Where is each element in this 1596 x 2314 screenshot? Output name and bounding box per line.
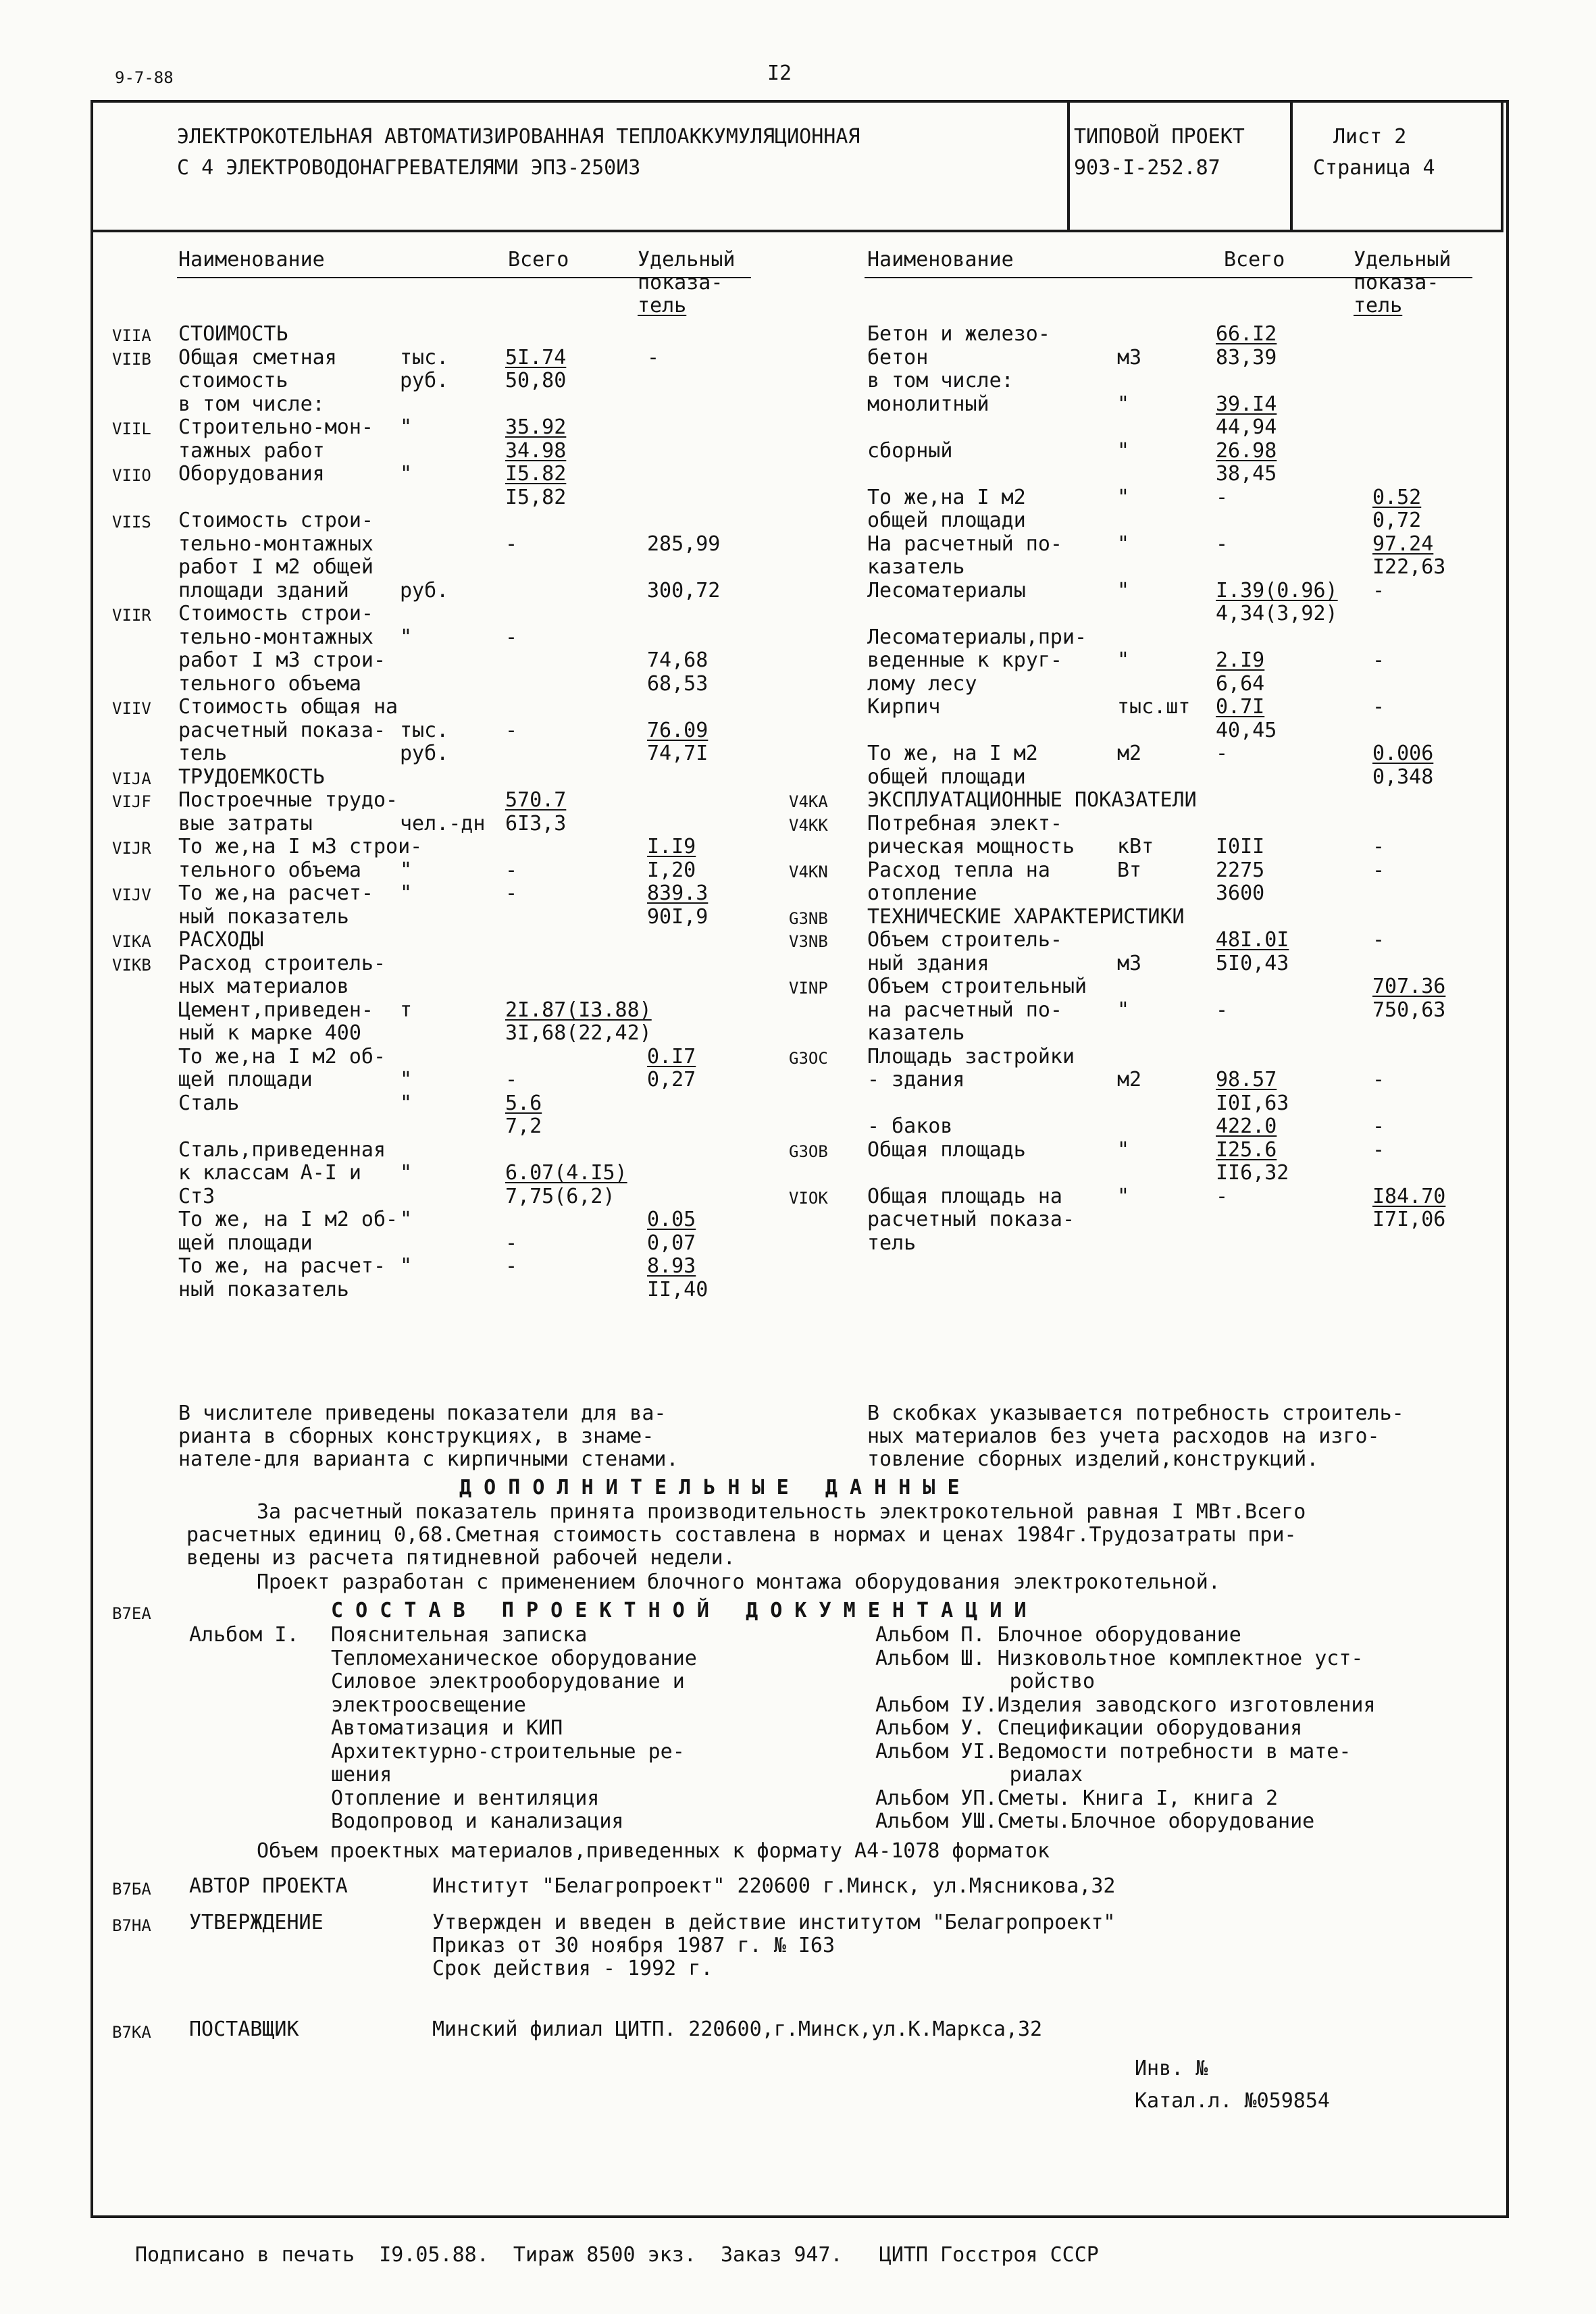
row-total: 2.I9 <box>1216 648 1265 672</box>
left-header-total: Всего <box>508 248 569 272</box>
row-name: казатель <box>867 1021 965 1045</box>
list-item: Альбом УП.Сметы. Книга I, книга 2 <box>875 1786 1279 1810</box>
row-name: в том числе: <box>867 369 1014 392</box>
row-total: 34.98 <box>505 438 567 463</box>
row-code: VIIB <box>112 349 151 369</box>
row-code: G3OC <box>789 1048 828 1068</box>
row-specific: II,40 <box>647 1277 709 1302</box>
row-name: Лесоматериалы <box>867 578 1026 602</box>
row-code: VIIO <box>112 466 151 485</box>
row-specific: - <box>1372 928 1385 952</box>
row-unit: м2 <box>1117 742 1142 765</box>
list-item: Альбом УI.Ведомости потребности в мате- <box>875 1739 1352 1764</box>
row-total: I5,82 <box>505 485 567 509</box>
inventory-number: Инв. № <box>1135 2057 1208 2080</box>
note-left-1: В числителе приведены показатели для ва- <box>178 1402 667 1425</box>
row-name: рическая мощность <box>867 835 1075 858</box>
row-code: VIJF <box>112 792 151 811</box>
row-name: То же, на I м2 об- <box>178 1208 398 1231</box>
approval-code: B7HA <box>112 1916 151 1935</box>
note-right-1: В скобках указывается потребность строитель- <box>867 1402 1404 1425</box>
row-total: - <box>505 532 518 556</box>
note-right-2: ных материалов без учета расходов на изго- <box>867 1424 1380 1448</box>
left-header-specific-3: тель <box>638 294 687 317</box>
row-total: 3I,68(22,42) <box>505 1021 652 1045</box>
row-total: I25.6 <box>1216 1137 1277 1162</box>
row-name: Бетон и железо- <box>867 322 1050 346</box>
row-unit: " <box>400 415 413 439</box>
list-item: Отопление и вентиляция <box>331 1786 600 1810</box>
row-name: То же, на расчет- <box>178 1254 386 1278</box>
row-specific: 707.36 <box>1372 975 1446 998</box>
list-item: Альбом П. Блочное оборудование <box>875 1623 1241 1647</box>
catalog-number: Катал.л. №059854 <box>1135 2089 1330 2113</box>
row-name: Общая площадь <box>867 1137 1026 1162</box>
row-name: Расход строитель- <box>178 951 386 975</box>
row-total: - <box>505 625 518 649</box>
row-total: 7,75(6,2) <box>505 1184 615 1208</box>
row-total: 83,39 <box>1216 345 1277 369</box>
row-name: ный здания <box>867 951 989 975</box>
row-code: G3OB <box>789 1141 828 1161</box>
right-header-name: Наименование <box>867 248 1014 272</box>
row-specific: 750,63 <box>1372 998 1446 1022</box>
row-unit: тыс.шт <box>1117 695 1191 719</box>
list-item: Архитектурно-строительные ре- <box>331 1739 685 1764</box>
row-unit: " <box>400 1068 413 1091</box>
row-code: VIIS <box>112 513 151 532</box>
row-name: Сталь <box>178 1091 240 1115</box>
row-name: тель <box>867 1231 917 1255</box>
row-name: Оборудования <box>178 462 325 486</box>
row-total: 4,34(3,92) <box>1216 602 1338 625</box>
left-header-name: Наименование <box>178 248 325 272</box>
row-name: Общая площадь на <box>867 1184 1062 1208</box>
row-total: 0.7I <box>1216 695 1265 719</box>
list-item: Альбом УШ.Сметы.Блочное оборудование <box>875 1809 1315 1833</box>
row-specific: 0,27 <box>647 1068 696 1091</box>
row-total: 98.57 <box>1216 1068 1277 1091</box>
row-name: Цемент,приведен- <box>178 998 374 1022</box>
row-total: 6.07(4.I5) <box>505 1161 627 1185</box>
composition-code: B7EA <box>112 1604 151 1623</box>
row-unit: " <box>1117 998 1130 1022</box>
row-name: - баков <box>867 1114 953 1138</box>
row-specific: 0,07 <box>647 1231 696 1255</box>
project-number: 903-I-252.87 <box>1074 156 1220 180</box>
page-number: I2 <box>767 61 792 85</box>
row-name: Объем строитель- <box>867 928 1062 952</box>
row-unit: " <box>400 881 413 905</box>
list-item: риалах <box>875 1763 1083 1786</box>
row-name: То же,на расчет- <box>178 881 374 905</box>
row-name: монолитный <box>867 392 989 416</box>
author-code: B7БA <box>112 1880 151 1899</box>
row-name: площади зданий <box>178 578 349 602</box>
left-header-specific-2: показа- <box>638 271 723 294</box>
row-total: 66.I2 <box>1216 322 1277 346</box>
row-name: тельного объема <box>178 671 361 696</box>
row-name: Лесоматериалы,при- <box>867 625 1087 649</box>
row-total: 5.6 <box>505 1091 542 1115</box>
row-unit: " <box>1117 532 1130 556</box>
row-total: 3600 <box>1216 881 1265 905</box>
row-specific: I.I9 <box>647 835 696 858</box>
right-header-specific-3: тель <box>1354 294 1403 317</box>
row-specific: 0.52 <box>1372 485 1422 509</box>
row-name: щей площади <box>178 1068 313 1091</box>
row-name: ных материалов <box>178 975 349 998</box>
row-unit: руб. <box>400 578 449 602</box>
row-name: казатель <box>867 555 965 579</box>
row-unit: " <box>1117 485 1130 509</box>
row-total: 48I.0I <box>1216 928 1289 952</box>
additional-line-3: ведены из расчета пятидневной рабочей недели. <box>186 1546 736 1570</box>
row-name: бетон <box>867 345 929 369</box>
row-unit: " <box>400 625 413 649</box>
row-name: То же, на I м2 <box>867 742 1038 765</box>
supplier-code: B7KA <box>112 2023 151 2042</box>
row-name: Расход тепла на <box>867 858 1050 882</box>
row-name: Кирпич <box>867 695 941 719</box>
row-unit: чел.-дн <box>400 811 486 835</box>
approval-line-2: Приказ от 30 ноября 1987 г. № I63 <box>432 1934 835 1957</box>
row-name: Площадь застройки <box>867 1044 1075 1069</box>
row-name: к классам А-I и <box>178 1161 361 1185</box>
row-total: II6,32 <box>1216 1161 1289 1185</box>
list-item: электроосвещение <box>331 1693 526 1717</box>
row-specific: 0.05 <box>647 1208 696 1231</box>
row-specific: 8.93 <box>647 1254 696 1278</box>
row-name: на расчетный по- <box>867 998 1062 1022</box>
row-unit: " <box>400 1161 413 1185</box>
row-total: 5I.74 <box>505 345 567 369</box>
row-specific: - <box>1372 648 1385 672</box>
row-total: I5.82 <box>505 462 567 486</box>
additional-line-1: За расчетный показатель принята производительность электрокотельной равная I МВт.Всего <box>257 1500 1306 1524</box>
row-name: Ст3 <box>178 1184 215 1208</box>
row-name: стоимость <box>178 369 288 392</box>
row-total: 422.0 <box>1216 1114 1277 1138</box>
title-divider-1 <box>1067 100 1070 232</box>
row-total: 44,94 <box>1216 415 1277 439</box>
row-name: общей площади <box>867 765 1026 789</box>
row-unit: руб. <box>400 742 449 765</box>
row-specific: I84.70 <box>1372 1184 1446 1208</box>
list-item: Силовое электрооборудование и <box>331 1670 685 1693</box>
row-name: Сталь,приведенная <box>178 1137 386 1162</box>
row-name: Стоимость строи- <box>178 509 374 532</box>
row-specific: 74,7I <box>647 742 709 765</box>
note-left-3: нателе-для варианта с кирпичными стенами. <box>178 1447 679 1471</box>
row-total: 6,64 <box>1216 671 1265 696</box>
row-name: ный показатель <box>178 904 349 929</box>
list-item: Автоматизация и КИП <box>331 1716 563 1740</box>
row-unit: тыс. <box>400 345 449 369</box>
row-unit: " <box>400 462 413 486</box>
row-name: То же,на I м2 об- <box>178 1044 386 1069</box>
row-name: ЭКСПЛУАТАЦИОННЫЕ ПОКАЗАТЕЛИ <box>867 788 1197 812</box>
row-total: 7,2 <box>505 1114 542 1138</box>
row-specific: - <box>1372 578 1385 602</box>
row-code: VIJR <box>112 839 151 858</box>
row-specific: - <box>1372 1114 1385 1138</box>
document-code: 9-7-88 <box>115 68 174 87</box>
row-specific: 300,72 <box>647 578 721 602</box>
row-unit: " <box>1117 578 1130 602</box>
row-unit: " <box>400 1254 413 1278</box>
row-name: в том числе: <box>178 392 325 416</box>
row-name: РАСХОДЫ <box>178 928 264 952</box>
row-specific: - <box>1372 1137 1385 1162</box>
row-name: лому лесу <box>867 671 977 696</box>
row-name: То же,на I м2 <box>867 485 1026 509</box>
row-unit: м3 <box>1117 951 1142 975</box>
row-name: тельного объема <box>178 858 361 882</box>
additional-line-4: Проект разработан с применением блочного монтажа оборудования электрокотельной. <box>257 1570 1220 1594</box>
row-unit: кВт <box>1117 835 1154 858</box>
row-total: - <box>1216 998 1229 1022</box>
row-name: СТОИМОСТЬ <box>178 322 288 346</box>
list-item: Альбом IУ.Изделия заводского изготовления <box>875 1693 1376 1717</box>
row-unit: м2 <box>1117 1068 1142 1091</box>
row-name: вые затраты <box>178 811 313 835</box>
row-total: I0I,63 <box>1216 1091 1289 1115</box>
author-label: АВТОР ПРОЕКТА <box>189 1874 348 1898</box>
row-unit: т <box>400 998 413 1022</box>
row-specific: 0,348 <box>1372 765 1434 789</box>
row-unit: " <box>1117 438 1130 463</box>
row-code: V4KA <box>789 792 828 811</box>
row-name: сборный <box>867 438 953 463</box>
row-unit: " <box>1117 648 1130 672</box>
row-total: 38,45 <box>1216 462 1277 486</box>
row-total: - <box>1216 742 1229 765</box>
row-total: 2275 <box>1216 858 1265 882</box>
row-name: расчетный показа- <box>867 1208 1075 1231</box>
row-total: I0II <box>1216 835 1265 858</box>
row-specific: 839.3 <box>647 881 709 905</box>
row-code: VIJV <box>112 885 151 904</box>
right-header-specific-2: показа- <box>1354 271 1439 294</box>
list-item: шения <box>331 1763 392 1786</box>
row-total: - <box>505 858 518 882</box>
row-total: - <box>1216 485 1229 509</box>
list-item: ройство <box>875 1670 1096 1693</box>
row-code: VIJA <box>112 769 151 788</box>
row-name: Построечные трудо- <box>178 788 398 812</box>
approval-line-1: Утвержден и введен в действие институтом "Белагропроект" <box>432 1911 1116 1934</box>
project-label: ТИПОВОЙ ПРОЕКТ <box>1074 125 1245 149</box>
supplier-value: Минский филиал ЦИТП. 220600,г.Минск,ул.К.Маркса,32 <box>432 2017 1043 2041</box>
row-specific: 0,72 <box>1372 509 1422 532</box>
row-name: тельно-монтажных <box>178 532 374 556</box>
row-name: Стоимость общая на <box>178 695 398 719</box>
row-name: Объем строительный <box>867 975 1087 998</box>
additional-line-2: расчетных единиц 0,68.Сметная стоимость составлена в нормах и ценах 1984г.Трудозатраты при- <box>186 1523 1297 1547</box>
row-specific: I,20 <box>647 858 696 882</box>
row-total: 5I0,43 <box>1216 951 1289 975</box>
row-name: тель <box>178 742 228 765</box>
row-name: тельно-монтажных <box>178 625 374 649</box>
row-name: общей площади <box>867 509 1026 532</box>
row-total: - <box>505 1068 518 1091</box>
row-total: - <box>505 1254 518 1278</box>
row-unit: " <box>1117 1184 1130 1208</box>
row-specific: - <box>1372 835 1385 858</box>
row-specific: - <box>647 345 660 369</box>
supplier-label: ПОСТАВЩИК <box>189 2017 299 2041</box>
composition-volume: Объем проектных материалов,приведенных к формату А4-1078 форматок <box>257 1839 1050 1863</box>
row-total: 2I.87(I3.88) <box>505 998 652 1022</box>
list-item: Водопровод и канализация <box>331 1809 624 1833</box>
row-code: VIOK <box>789 1188 828 1208</box>
row-specific: 0.I7 <box>647 1044 696 1069</box>
row-code: V3NB <box>789 932 828 951</box>
row-specific: - <box>1372 695 1385 719</box>
list-item: Пояснительная записка <box>331 1623 588 1647</box>
row-specific: - <box>1372 1068 1385 1091</box>
row-total: 40,45 <box>1216 718 1277 742</box>
row-unit: тыс. <box>400 718 449 742</box>
list-item: Тепломеханическое оборудование <box>331 1646 697 1670</box>
row-code: VIKB <box>112 955 151 975</box>
row-name: То же,на I м3 строи- <box>178 835 423 858</box>
row-total: - <box>1216 532 1229 556</box>
left-header-specific-1: Удельный <box>638 248 736 272</box>
row-name: тажных работ <box>178 438 325 463</box>
row-specific: 74,68 <box>647 648 709 672</box>
row-specific: - <box>1372 858 1385 882</box>
row-specific: I22,63 <box>1372 555 1446 579</box>
row-total: - <box>1216 1184 1229 1208</box>
title-divider-2 <box>1290 100 1293 232</box>
page-label: Страница 4 <box>1313 156 1435 180</box>
row-total: - <box>505 718 518 742</box>
note-left-2: рианта в сборных конструкциях, в знаме- <box>178 1424 654 1448</box>
row-name: ный показатель <box>178 1277 349 1302</box>
right-header-specific-1: Удельный <box>1354 248 1451 272</box>
row-name: На расчетный по- <box>867 532 1062 556</box>
additional-heading: Д О П О Л Н И Т Е Л Ь Н Ы Е Д А Н Н Ы Е <box>459 1476 960 1499</box>
row-specific: 90I,9 <box>647 904 709 929</box>
approval-label: УТВЕРЖДЕНИЕ <box>189 1911 324 1934</box>
row-unit: " <box>400 858 413 882</box>
print-footer: Подписано в печать I9.05.88. Тираж 8500 экз. Заказ 947. ЦИТП Госстроя СССР <box>135 2243 1099 2267</box>
row-specific: 0.006 <box>1372 742 1434 765</box>
row-total: - <box>505 881 518 905</box>
row-unit: руб. <box>400 369 449 392</box>
row-specific: 97.24 <box>1372 532 1434 556</box>
row-code: VIIR <box>112 606 151 625</box>
row-name: Потребная элект- <box>867 811 1062 835</box>
row-total: 39.I4 <box>1216 392 1277 416</box>
row-name: работ I м2 общей <box>178 555 374 579</box>
row-code: VIIL <box>112 419 151 438</box>
row-unit: Вт <box>1117 858 1142 882</box>
album-1-label: Альбом I. <box>189 1623 299 1647</box>
row-total: 26.98 <box>1216 438 1277 463</box>
row-code: VINP <box>789 979 828 998</box>
row-name: отопление <box>867 881 977 905</box>
approval-line-3: Срок действия - 1992 г. <box>432 1957 713 1980</box>
author-value: Институт "Белагропроект" 220600 г.Минск, ул.Мясникова,32 <box>432 1874 1116 1898</box>
row-total: I.39(0.96) <box>1216 578 1338 602</box>
row-name: Общая сметная <box>178 345 337 369</box>
row-specific: 285,99 <box>647 532 721 556</box>
list-item: Альбом У. Спецификации оборудования <box>875 1716 1303 1740</box>
row-name: - здания <box>867 1068 965 1091</box>
row-code: G3NB <box>789 908 828 928</box>
row-name: работ I м3 строи- <box>178 648 386 672</box>
row-specific: I7I,06 <box>1372 1208 1446 1231</box>
note-right-3: товление сборных изделий,конструкций. <box>867 1447 1319 1471</box>
row-name: Стоимость строи- <box>178 602 374 625</box>
row-unit: " <box>400 1091 413 1115</box>
row-code: VIIV <box>112 699 151 718</box>
row-name: Строительно-мон- <box>178 415 374 439</box>
row-name: ный к марке 400 <box>178 1021 361 1045</box>
row-total: 570.7 <box>505 788 567 812</box>
row-name: расчетный показа- <box>178 718 386 742</box>
row-total: - <box>505 1231 518 1255</box>
row-code: VIIA <box>112 326 151 345</box>
row-code: V4KK <box>789 815 828 835</box>
row-name: щей площади <box>178 1231 313 1255</box>
row-name: ТРУДОЕМКОСТЬ <box>178 765 325 789</box>
row-unit: м3 <box>1117 345 1142 369</box>
title-line-1: ЭЛЕКТРОКОТЕЛЬНАЯ АВТОМАТИЗИРОВАННАЯ ТЕПЛОАККУМУЛЯЦИОННАЯ <box>177 125 860 149</box>
row-total: 6I3,3 <box>505 811 567 835</box>
right-header-total: Всего <box>1224 248 1285 272</box>
list-item: Альбом Ш. Низковольтное комплектное уст- <box>875 1646 1364 1670</box>
row-code: V4KN <box>789 862 828 881</box>
row-name: веденные к круг- <box>867 648 1062 672</box>
row-code: VIKA <box>112 932 151 951</box>
row-unit: " <box>400 1208 413 1231</box>
sheet-number: Лист 2 <box>1333 125 1407 149</box>
row-specific: 68,53 <box>647 671 709 696</box>
row-unit: " <box>1117 1137 1130 1162</box>
row-name: ТЕХНИЧЕСКИЕ ХАРАКТЕРИСТИКИ <box>867 904 1185 929</box>
row-total: 50,80 <box>505 369 567 392</box>
title-line-2: С 4 ЭЛЕКТРОВОДОНАГРЕВАТЕЛЯМИ ЭПЗ-250И3 <box>177 156 641 180</box>
row-unit: " <box>1117 392 1130 416</box>
row-specific: 76.09 <box>647 718 709 742</box>
composition-heading: С О С Т А В П Р О Е К Т Н О Й Д О К У М Е Н Т А Ц И И <box>331 1599 1027 1622</box>
row-total: 35.92 <box>505 415 567 439</box>
